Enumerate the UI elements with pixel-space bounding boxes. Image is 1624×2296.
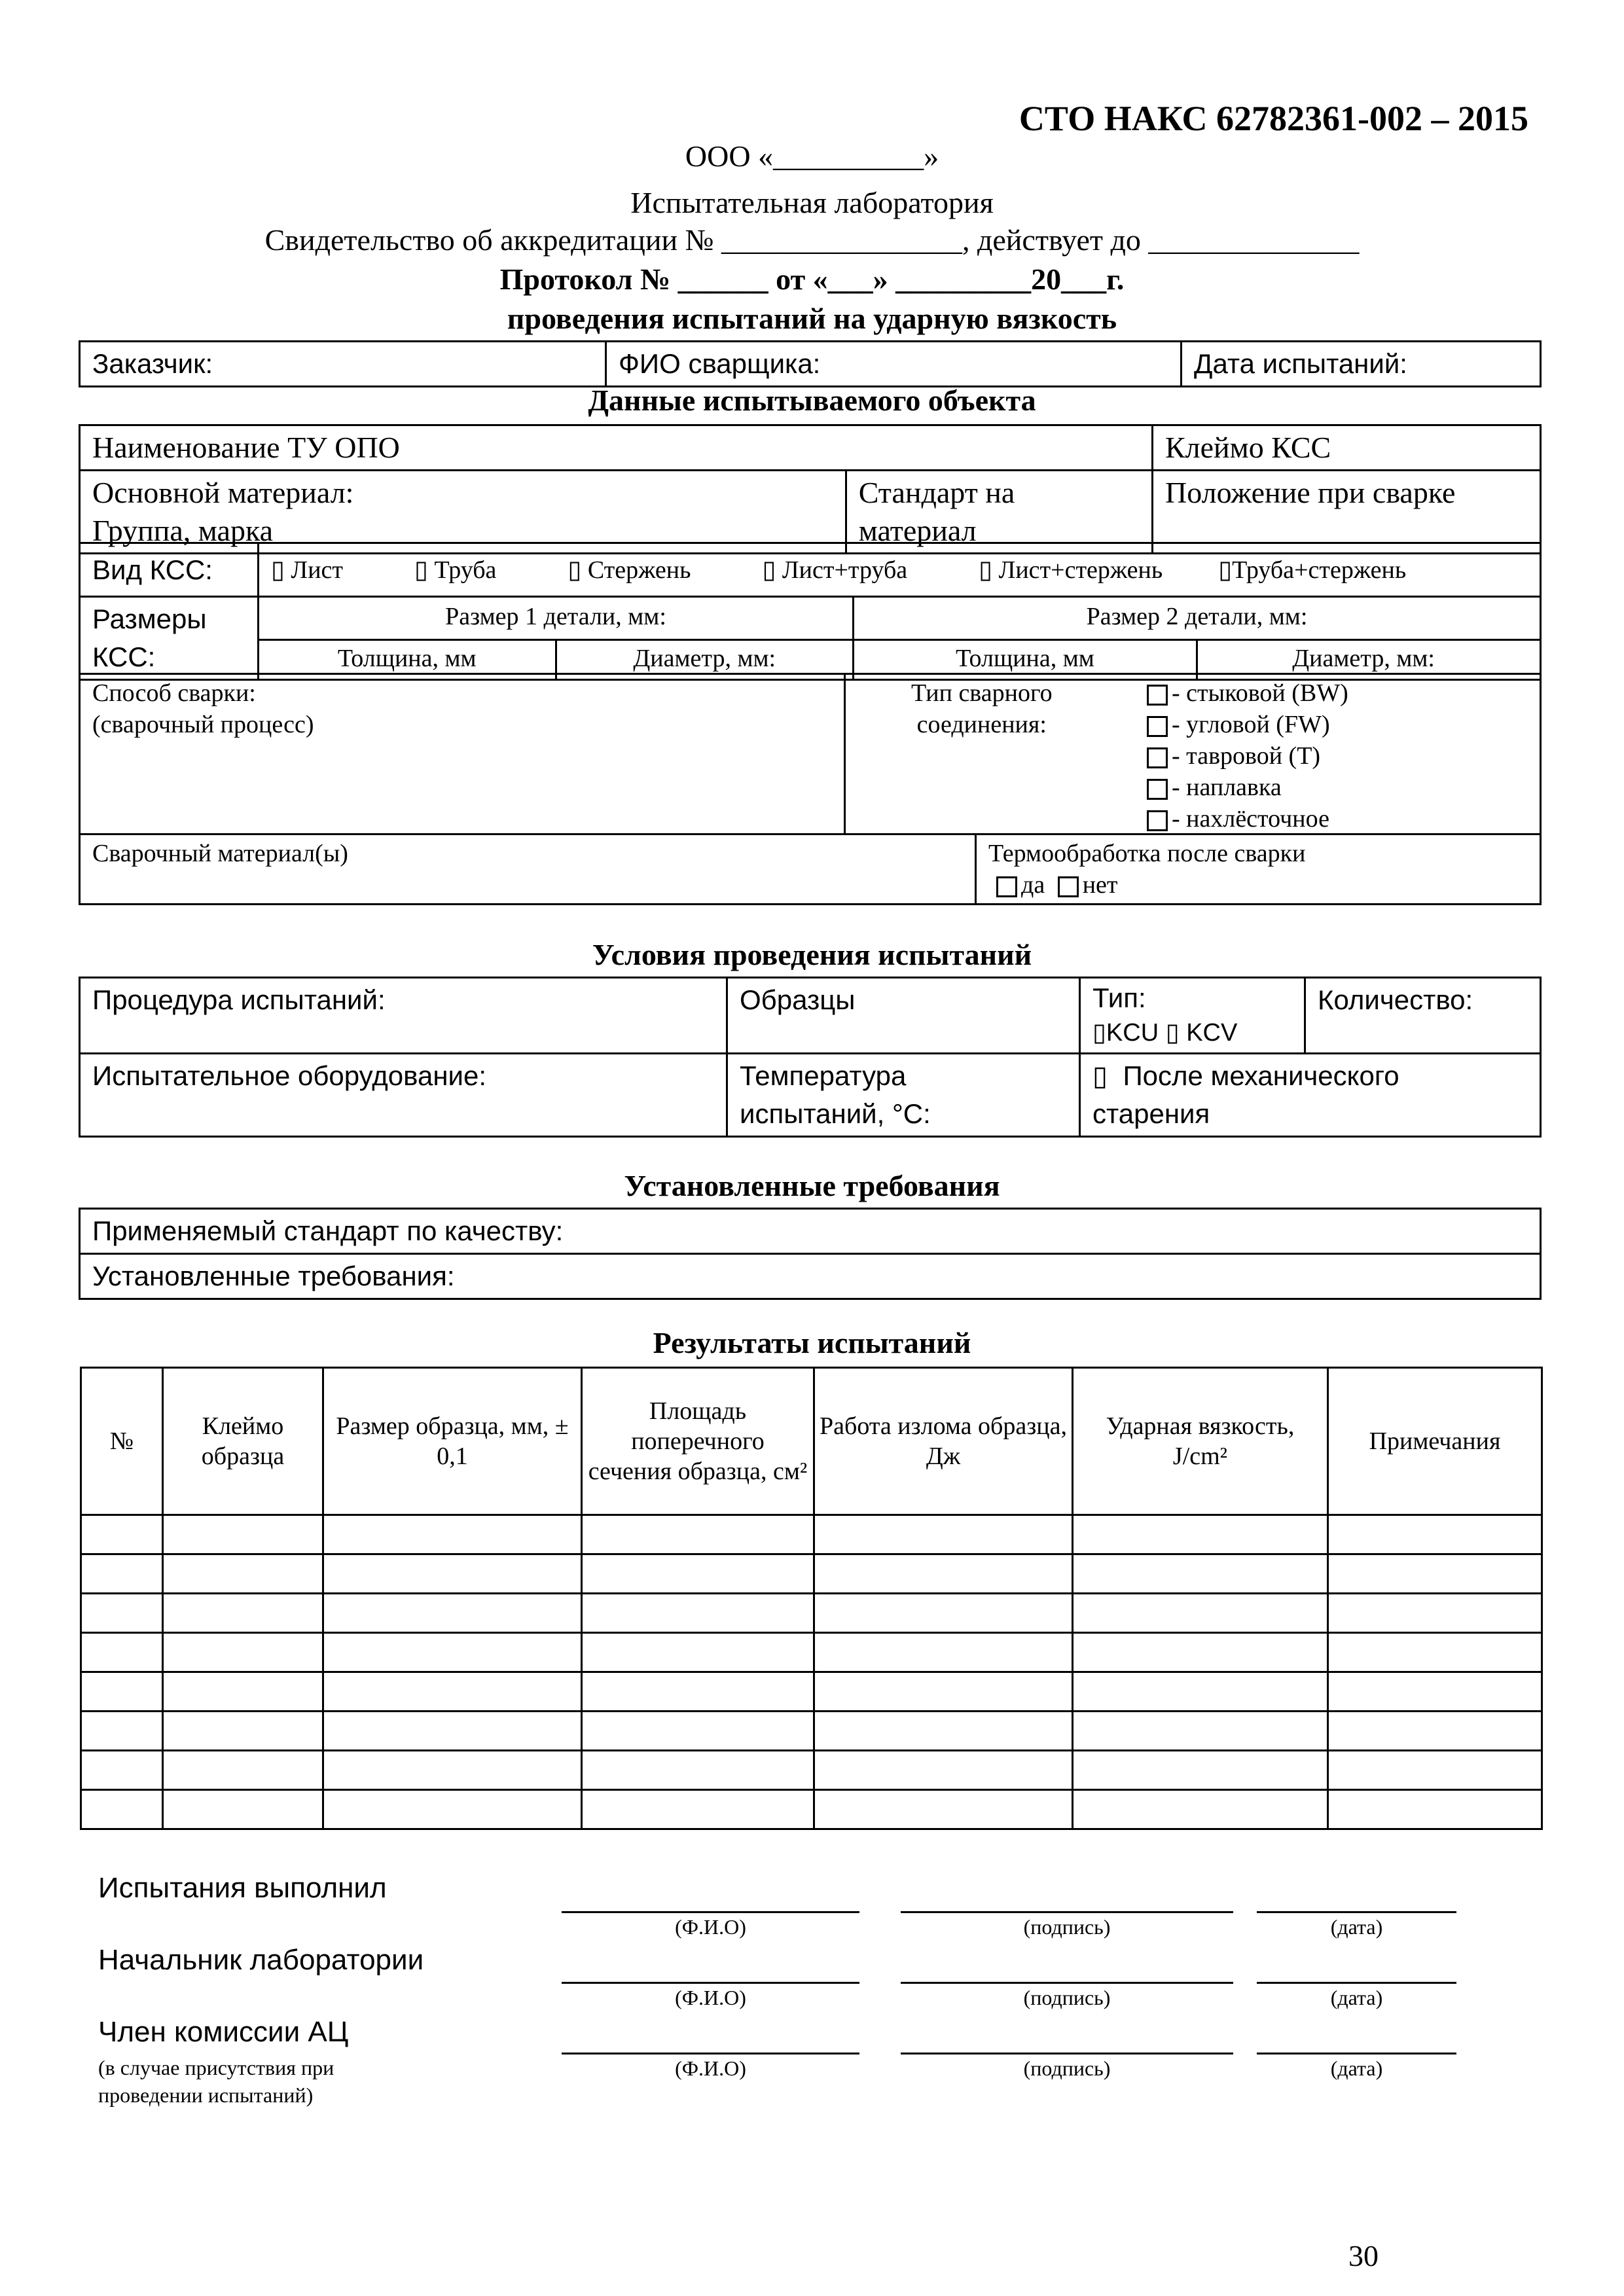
- temperature-label-line1: Температура: [740, 1060, 907, 1091]
- equipment-field[interactable]: Испытательное оборудование:: [80, 1054, 727, 1137]
- results-header-notes: Примечания: [1328, 1368, 1542, 1515]
- checkbox-icon[interactable]: ▯: [568, 555, 582, 584]
- joint-option-label: - стыковой (BW): [1172, 679, 1348, 707]
- requirements-field[interactable]: Установленные требования:: [80, 1254, 1541, 1299]
- quantity-field[interactable]: Количество:: [1305, 978, 1541, 1054]
- weld-position-field[interactable]: Положение при сварке: [1153, 471, 1541, 554]
- joint-option-tee[interactable]: [1147, 740, 1348, 772]
- lab-name: Испытательная лаборатория: [630, 186, 994, 219]
- page-number: 30: [1348, 2239, 1379, 2272]
- caption-sign: (подпись): [1023, 1915, 1111, 1939]
- part1-diameter-field[interactable]: Диаметр, мм:: [556, 639, 854, 679]
- table-cell[interactable]: [81, 1672, 163, 1712]
- table-cell[interactable]: [1073, 1515, 1328, 1554]
- checkbox-icon[interactable]: [1147, 747, 1168, 768]
- results-header-work: Работа излома образца, Дж: [814, 1368, 1073, 1515]
- joint-option-label: - нахлёсточное: [1172, 805, 1329, 833]
- kss-option-pipe[interactable]: [414, 556, 496, 584]
- checkbox-icon[interactable]: ▯: [762, 555, 776, 584]
- stamp-field[interactable]: Клеймо КСС: [1153, 425, 1541, 471]
- tu-name-field[interactable]: Наименование ТУ ОПО: [80, 425, 1153, 471]
- welding-method-field[interactable]: [80, 674, 845, 834]
- table-cell[interactable]: [582, 1672, 814, 1712]
- heat-treatment-options: [988, 869, 1528, 901]
- caption-fio: (Ф.И.О): [675, 2056, 746, 2080]
- sig-line-date[interactable]: [1257, 1982, 1456, 1984]
- base-material-field[interactable]: [80, 471, 846, 554]
- table-cell[interactable]: [582, 1712, 814, 1751]
- sizes-label-line1: Размеры: [92, 603, 207, 634]
- results-header-impact: Ударная вязкость, J/cm²: [1073, 1368, 1328, 1515]
- checkbox-icon[interactable]: ▯: [1092, 1018, 1106, 1047]
- caption-date: (дата): [1330, 2056, 1383, 2080]
- table-cell[interactable]: [814, 1554, 1073, 1594]
- table-cell[interactable]: [582, 1554, 814, 1594]
- group-grade-label: Группа, марка: [92, 514, 274, 547]
- results-header-no: №: [81, 1368, 163, 1515]
- joint-option-label: - тавровой (T): [1172, 742, 1321, 770]
- kss-option-label: Стержень: [587, 556, 691, 584]
- table-cell[interactable]: [81, 1594, 163, 1633]
- table-cell[interactable]: [81, 1790, 163, 1829]
- kss-option-rod[interactable]: [568, 556, 691, 584]
- material-standard-field[interactable]: Стандарт на материал: [846, 471, 1152, 554]
- results-table: [80, 1367, 1543, 1830]
- kss-option-sheet-pipe[interactable]: [762, 556, 907, 584]
- table-cell[interactable]: [323, 1515, 582, 1554]
- customer-field[interactable]: Заказчик:: [80, 342, 606, 387]
- table-cell[interactable]: [323, 1712, 582, 1751]
- results-header-stamp: Клеймо образца: [163, 1368, 323, 1515]
- sig-line-sign[interactable]: [901, 1982, 1233, 1984]
- table-cell[interactable]: [1328, 1594, 1542, 1633]
- kss-option-pipe-rod[interactable]: [1218, 556, 1406, 584]
- test-date-field[interactable]: Дата испытаний:: [1182, 342, 1541, 387]
- top-info-table: [79, 340, 1542, 387]
- table-cell[interactable]: [582, 1790, 814, 1829]
- table-cell[interactable]: [1073, 1790, 1328, 1829]
- welding-method-table: [79, 673, 1542, 835]
- welder-field[interactable]: ФИО сварщика:: [606, 342, 1182, 387]
- table-cell[interactable]: [814, 1672, 1073, 1712]
- table-cell[interactable]: [1328, 1790, 1542, 1829]
- table-cell[interactable]: [81, 1515, 163, 1554]
- table-cell[interactable]: [1073, 1594, 1328, 1633]
- kss-option-label: Труба: [434, 556, 497, 584]
- sig-line-date[interactable]: [1257, 2053, 1456, 2054]
- joint-option-lap[interactable]: [1147, 803, 1348, 834]
- kcu-label: KCU: [1106, 1019, 1159, 1047]
- protocol-subtitle: проведения испытаний на ударную вязкость: [507, 302, 1117, 335]
- welding-method-label: Способ сварки:: [92, 679, 256, 707]
- accreditation-line: Свидетельство об аккредитации № ________________, действует до ______________: [264, 223, 1360, 257]
- results-header-size: Размер образца, мм, ± 0,1: [323, 1368, 582, 1515]
- results-header-area: Площадь поперечного сечения образца, см²: [582, 1368, 814, 1515]
- table-cell[interactable]: [323, 1672, 582, 1712]
- joint-type-field: [845, 674, 1541, 834]
- table-cell[interactable]: [1328, 1633, 1542, 1672]
- heat-treatment-label: Термообработка после сварки: [988, 840, 1306, 867]
- sig-line-fio[interactable]: [562, 1911, 859, 1913]
- table-cell[interactable]: [1073, 1554, 1328, 1594]
- base-material-label: Основной материал:: [92, 476, 354, 509]
- aging-field: [1080, 1054, 1541, 1137]
- table-cell[interactable]: [163, 1712, 323, 1751]
- table-cell[interactable]: [582, 1515, 814, 1554]
- kss-option-sheet[interactable]: [271, 556, 343, 584]
- requirements-title: Установленные требования: [624, 1169, 1000, 1202]
- results-title: Результаты испытаний: [653, 1326, 971, 1359]
- table-cell[interactable]: [1073, 1751, 1328, 1790]
- table-row: [81, 1790, 1542, 1829]
- heat-treatment-field: [976, 834, 1541, 905]
- table-cell[interactable]: [81, 1751, 163, 1790]
- sig-line-sign[interactable]: [901, 2053, 1233, 2054]
- table-cell[interactable]: [323, 1790, 582, 1829]
- part1-size-header: Размер 1 детали, мм:: [259, 597, 854, 640]
- table-cell[interactable]: [582, 1633, 814, 1672]
- checkbox-icon[interactable]: [1147, 685, 1168, 706]
- table-cell[interactable]: [1073, 1672, 1328, 1712]
- joint-type-label: [911, 677, 1053, 740]
- caption-date: (дата): [1330, 1986, 1383, 2009]
- joint-option-label: - наплавка: [1172, 774, 1282, 801]
- table-cell[interactable]: [1328, 1712, 1542, 1751]
- table-cell[interactable]: [323, 1594, 582, 1633]
- checkbox-icon[interactable]: [1147, 779, 1168, 800]
- table-cell[interactable]: [814, 1751, 1073, 1790]
- sample-type-field: [1080, 978, 1305, 1054]
- table-cell[interactable]: [81, 1712, 163, 1751]
- sig-line-fio[interactable]: [562, 1982, 859, 1984]
- object-section-title: Данные испытываемого объекта: [588, 384, 1036, 417]
- sig-line-date[interactable]: [1257, 1911, 1456, 1913]
- kss-option-label: Лист: [291, 556, 344, 584]
- table-cell[interactable]: [1328, 1554, 1542, 1594]
- sample-type-label: Тип:: [1092, 982, 1146, 1013]
- caption-fio: (Ф.И.О): [675, 1986, 746, 2009]
- temperature-label-line2: испытаний, °С:: [740, 1098, 931, 1129]
- table-cell[interactable]: [814, 1515, 1073, 1554]
- table-cell[interactable]: [163, 1633, 323, 1672]
- table-cell[interactable]: [163, 1554, 323, 1594]
- table-row: [81, 1515, 1542, 1554]
- checkbox-icon[interactable]: [1147, 810, 1168, 831]
- table-row: [81, 1633, 1542, 1672]
- table-row: [81, 1554, 1542, 1594]
- quality-standard-field[interactable]: Применяемый стандарт по качеству:: [80, 1209, 1541, 1254]
- conditions-title: Условия проведения испытаний: [592, 938, 1032, 971]
- ht-yes-label: да: [1021, 871, 1045, 899]
- sig-role-commission: Член комиссии АЦ: [98, 2016, 349, 2048]
- table-cell[interactable]: [814, 1594, 1073, 1633]
- sig-line-sign[interactable]: [901, 1911, 1233, 1913]
- checkbox-icon[interactable]: [1147, 716, 1168, 737]
- checkbox-icon[interactable]: ▯: [1218, 555, 1233, 584]
- table-cell[interactable]: [814, 1790, 1073, 1829]
- joint-option-fillet[interactable]: [1147, 709, 1348, 740]
- table-cell[interactable]: [323, 1633, 582, 1672]
- table-cell[interactable]: [582, 1594, 814, 1633]
- caption-sign: (подпись): [1023, 2056, 1111, 2080]
- table-cell[interactable]: [81, 1554, 163, 1594]
- part2-diameter-field[interactable]: Диаметр, мм:: [1197, 639, 1541, 679]
- table-row: [81, 1712, 1542, 1751]
- procedure-field[interactable]: Процедура испытаний:: [80, 978, 727, 1054]
- checkbox-icon[interactable]: ▯: [979, 555, 993, 584]
- table-cell[interactable]: [1073, 1633, 1328, 1672]
- consumables-table: [79, 833, 1542, 905]
- samples-field[interactable]: Образцы: [727, 978, 1080, 1054]
- checkbox-icon[interactable]: ▯: [414, 555, 428, 584]
- kss-type-table: [79, 542, 1542, 598]
- table-cell[interactable]: [814, 1712, 1073, 1751]
- table-cell[interactable]: [163, 1790, 323, 1829]
- table-row: [81, 1594, 1542, 1633]
- joint-option-butt[interactable]: [1147, 677, 1348, 709]
- kss-option-label: Труба+стержень: [1232, 556, 1407, 584]
- checkbox-icon[interactable]: [996, 876, 1017, 897]
- table-cell[interactable]: [323, 1554, 582, 1594]
- aging-option[interactable]: [1092, 1057, 1528, 1095]
- kss-option-label: Лист+стержень: [998, 556, 1163, 584]
- joint-type-label-line2: соединения:: [916, 711, 1047, 738]
- table-cell[interactable]: [1328, 1672, 1542, 1712]
- object-data-table: [79, 424, 1542, 554]
- checkbox-icon[interactable]: ▯: [271, 555, 285, 584]
- kss-type-options: [259, 543, 1541, 597]
- kcv-label: KCV: [1186, 1019, 1238, 1047]
- joint-type-options: [1147, 677, 1348, 834]
- kss-option-sheet-rod[interactable]: [979, 556, 1163, 584]
- aging-label: После механического: [1123, 1060, 1399, 1091]
- joint-option-label: - угловой (FW): [1172, 711, 1330, 738]
- sample-type-options: [1092, 1015, 1292, 1050]
- sig-line-fio[interactable]: [562, 2053, 859, 2054]
- consumables-field[interactable]: Сварочный материал(ы): [80, 834, 976, 905]
- requirements-table: [79, 1208, 1542, 1300]
- table-cell[interactable]: [81, 1633, 163, 1672]
- caption-sign: (подпись): [1023, 1986, 1111, 2009]
- kss-type-label: Вид КСС:: [80, 543, 259, 597]
- table-cell[interactable]: [163, 1594, 323, 1633]
- sizes-label: [80, 597, 259, 680]
- table-cell[interactable]: [323, 1751, 582, 1790]
- joint-option-overlay[interactable]: [1147, 772, 1348, 803]
- table-cell[interactable]: [1328, 1515, 1542, 1554]
- sizes-label-line2: КСС:: [92, 641, 156, 672]
- checkbox-icon[interactable]: ▯: [1165, 1018, 1180, 1047]
- table-cell[interactable]: [814, 1633, 1073, 1672]
- table-row: [81, 1672, 1542, 1712]
- sig-commission-note: (в случае присутствия при проведении испытаний): [98, 2056, 334, 2107]
- table-row: [81, 1751, 1542, 1790]
- table-cell[interactable]: [163, 1751, 323, 1790]
- table-cell[interactable]: [163, 1672, 323, 1712]
- joint-type-label-line1: Тип сварного: [911, 679, 1053, 707]
- temperature-field[interactable]: [727, 1054, 1080, 1137]
- sig-role-performer: Испытания выполнил: [98, 1872, 387, 1904]
- caption-date: (дата): [1330, 1915, 1383, 1939]
- table-cell[interactable]: [163, 1515, 323, 1554]
- part1-thickness-field[interactable]: Толщина, мм: [259, 639, 556, 679]
- org-name: ООО «__________»: [685, 139, 939, 173]
- document-code: СТО НАКС 62782361-002 – 2015: [1019, 99, 1528, 138]
- conditions-table: [79, 977, 1542, 1138]
- kss-option-label: Лист+труба: [782, 556, 908, 584]
- checkbox-icon[interactable]: ▯: [1092, 1060, 1108, 1092]
- sig-role-lab-head: Начальник лаборатории: [98, 1944, 424, 1976]
- table-cell[interactable]: [1073, 1712, 1328, 1751]
- table-cell[interactable]: [582, 1751, 814, 1790]
- table-cell[interactable]: [1328, 1751, 1542, 1790]
- part2-thickness-field[interactable]: Толщина, мм: [854, 639, 1197, 679]
- welding-process-label: (сварочный процесс): [92, 711, 314, 738]
- ht-no-label: нет: [1082, 871, 1118, 899]
- aging-label-line2: старения: [1092, 1098, 1210, 1129]
- protocol-line: Протокол № ______ от «___» _________20___г.: [499, 262, 1125, 296]
- kss-sizes-table: [79, 596, 1542, 681]
- caption-fio: (Ф.И.О): [675, 1915, 746, 1939]
- part2-size-header: Размер 2 детали, мм:: [854, 597, 1541, 640]
- checkbox-icon[interactable]: [1058, 876, 1079, 897]
